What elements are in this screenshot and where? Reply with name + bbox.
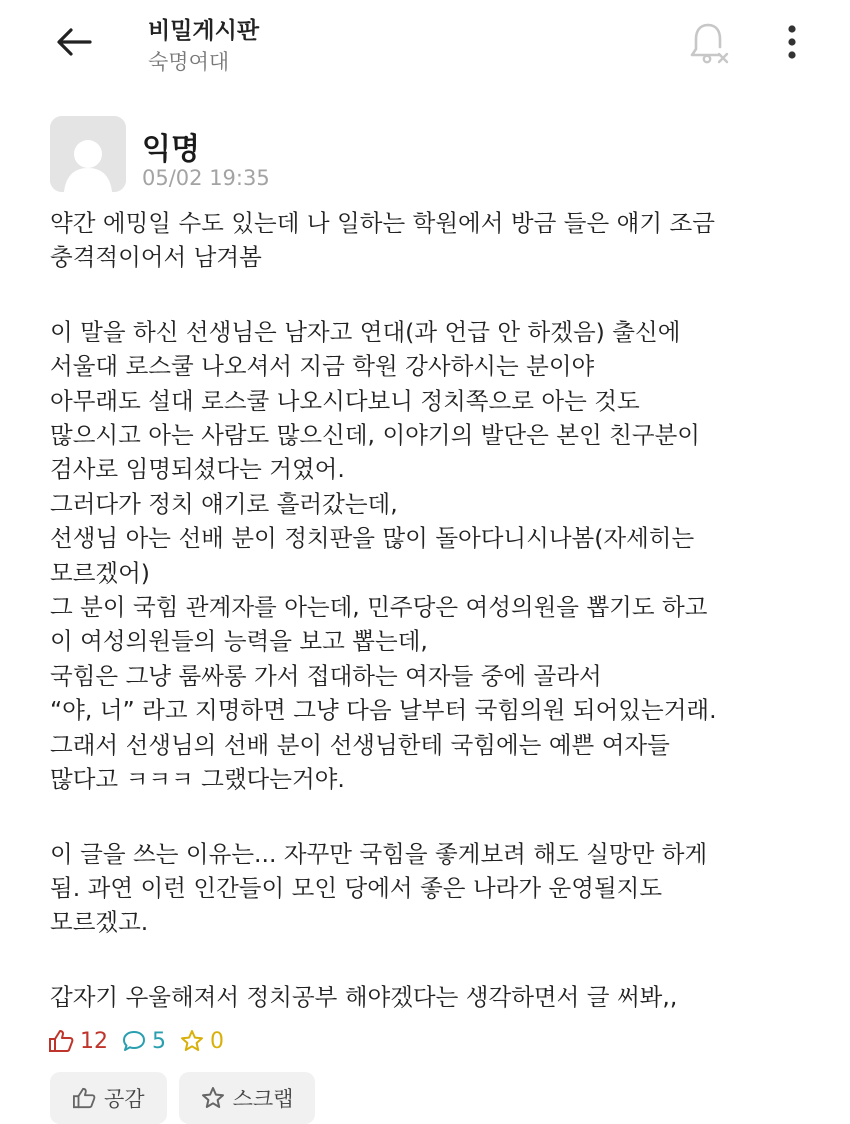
post-line: 그래서 선생님의 선배 분이 선생님한테 국힘에는 예쁜 여자들 — [50, 730, 670, 759]
post-line: 그 분이 국힘 관계자를 아는데, 민주당은 여성의원을 뽑기도 하고 — [50, 593, 708, 622]
author-name: 익명 — [142, 132, 200, 167]
post-paragraph — [50, 206, 830, 275]
scrap-count-value: 0 — [210, 1028, 224, 1054]
post-line: 아무래도 설대 로스쿨 나오시다보니 정치쪽으로 아는 것도 — [50, 386, 640, 415]
post-timestamp: 05/02 19:35 — [142, 166, 270, 190]
star-icon — [201, 1086, 225, 1110]
post-line: 그러다가 정치 얘기로 흘러갔는데, — [50, 489, 398, 518]
more-options-button[interactable] — [770, 18, 814, 66]
post-line: 이 말을 하신 선생님은 남자고 연대(과 언급 안 하겠음) 출신에 — [50, 317, 681, 346]
post-paragraph — [50, 837, 830, 940]
star-icon — [180, 1029, 204, 1053]
board-title: 비밀게시판 — [148, 18, 260, 44]
post-line: 모르겠어) — [50, 558, 150, 587]
post-line: 이 글을 쓰는 이유는... 자꾸만 국힘을 좋게보려 해도 실망만 하게 — [50, 839, 708, 868]
post-paragraph — [50, 315, 830, 797]
post-line: 서울대 로스쿨 나오셔서 지금 학원 강사하시는 분이야 — [50, 352, 595, 381]
post-line: 국힘은 그냥 룸싸롱 가서 접대하는 여자들 중에 골라서 — [50, 661, 602, 690]
like-button-label: 공감 — [104, 1087, 145, 1111]
post-line: 충격적이어서 남겨봄 — [50, 243, 262, 272]
comment-count — [122, 1029, 166, 1054]
back-button[interactable] — [48, 20, 100, 64]
comment-count-value: 5 — [152, 1028, 166, 1054]
post-line: 검사로 임명되셨다는 거였어. — [50, 455, 345, 484]
post-line: “야, 너” 라고 지명하면 그냥 다음 날부터 국힘의원 되어있는거래. — [50, 696, 717, 725]
like-count-value: 12 — [80, 1028, 108, 1054]
post-line: 됨. 과연 이런 인간들이 모인 당에서 좋은 나라가 운영될지도 — [50, 873, 663, 902]
like-button[interactable] — [50, 1072, 167, 1124]
back-arrow-icon — [56, 27, 92, 57]
default-profile-icon — [50, 116, 126, 192]
post-line: 많다고 ㅋㅋㅋ 그랬다는거야. — [50, 765, 345, 794]
scrap-button-label: 스크랩 — [232, 1087, 294, 1111]
post-stats — [48, 1024, 238, 1058]
notification-toggle-button[interactable] — [684, 16, 736, 68]
post-actions — [50, 1072, 327, 1124]
scrap-button[interactable] — [179, 1072, 316, 1124]
thumbs-up-icon — [72, 1087, 96, 1109]
notification-off-icon — [688, 19, 732, 65]
post-body — [50, 206, 830, 1054]
post-paragraph — [50, 980, 830, 1014]
post-line: 갑자기 우울해져서 정치공부 해야겠다는 생각하면서 글 써봐,, — [50, 982, 678, 1011]
top-app-bar — [0, 0, 850, 96]
avatar — [50, 116, 126, 192]
school-name: 숙명여대 — [148, 50, 230, 74]
scrap-count — [180, 1029, 224, 1054]
post-line: 선생님 아는 선배 분이 정치판을 많이 돌아다니시나봄(자세히는 — [50, 524, 695, 553]
comment-bubble-icon — [122, 1030, 146, 1052]
post-line: 많으시고 아는 사람도 많으신데, 이야기의 발단은 본인 친구분이 — [50, 421, 700, 450]
thumbs-up-icon — [48, 1029, 74, 1053]
post-line: 약간 에밍일 수도 있는데 나 일하는 학원에서 방금 들은 얘기 조금 — [50, 209, 715, 237]
post-line: 이 여성의원들의 능력을 보고 뽑는데, — [50, 627, 428, 656]
more-vertical-icon — [787, 24, 797, 60]
like-count — [48, 1029, 108, 1054]
post-line: 모르겠고. — [50, 908, 149, 937]
